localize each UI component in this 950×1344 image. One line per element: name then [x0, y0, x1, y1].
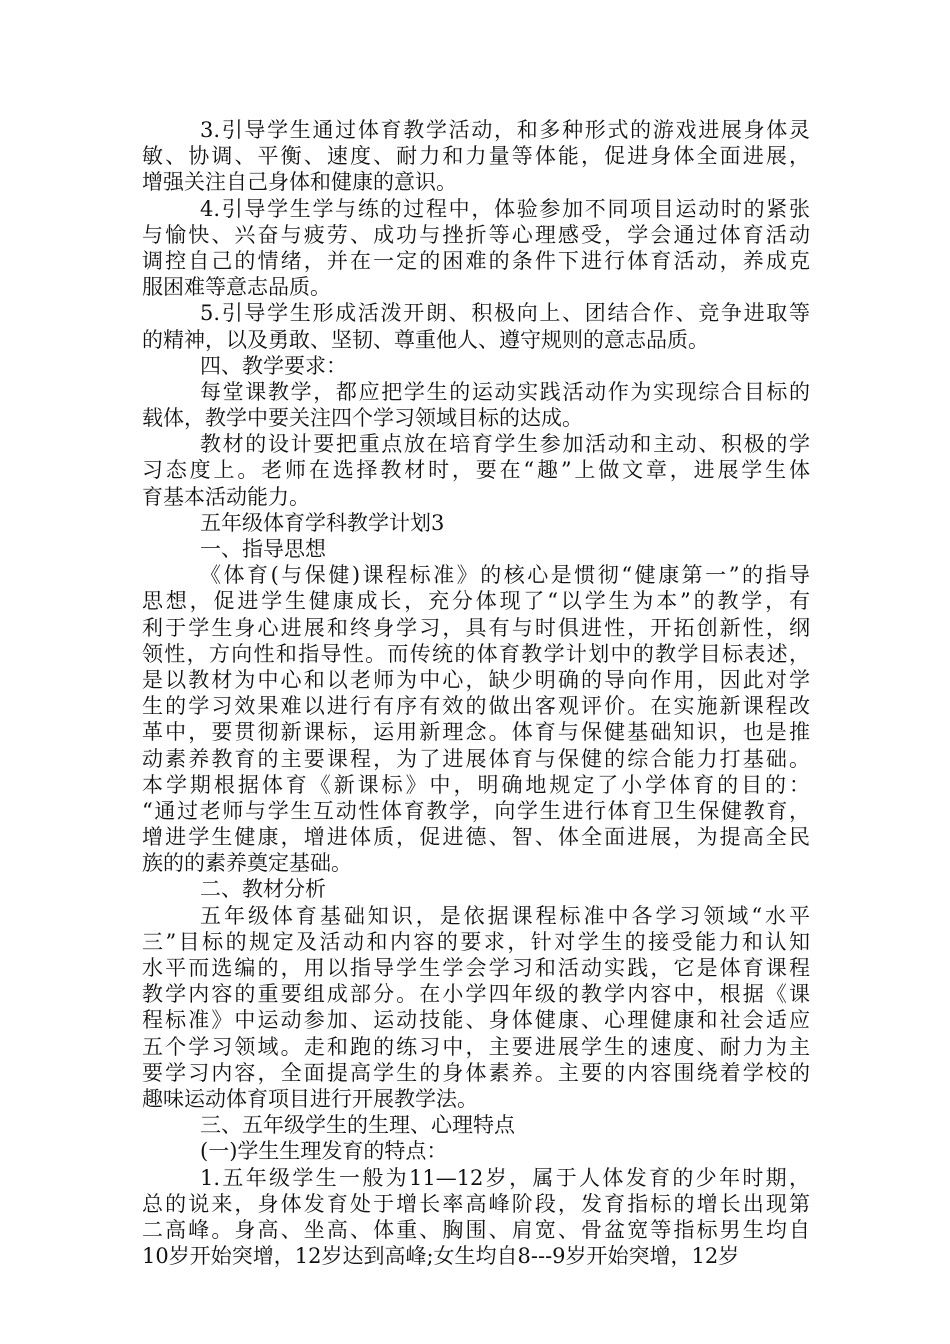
text-line: 育基本活动能力。 — [142, 484, 310, 509]
paragraph-p3 — [142, 300, 810, 352]
text-line: 与愉快、兴奋与疲劳、成功与挫折等心理感受，学会通过体育活动 — [142, 222, 810, 247]
paragraph-p7 — [142, 903, 810, 1113]
text-line: 一、指导思想 — [200, 537, 326, 561]
text-line: 《体育(与保健)课程标准》的核心是惯彻“健康第一”的指导 — [200, 563, 810, 588]
paragraph-p2 — [142, 196, 810, 301]
text-line: 增进学生健康，增进体质，促进德、智、体全面进展，为提高全民 — [142, 825, 810, 850]
paragraph-h4 — [142, 1112, 810, 1138]
text-line: 敏、协调、平衡、速度、耐力和力量等体能，促进身体全面进展， — [142, 144, 810, 169]
paragraph-p5 — [142, 431, 810, 510]
text-line: 趣味运动体育项目进行开展教学法。 — [142, 1086, 478, 1111]
text-line: 五个学习领域。走和跑的练习中，主要进展学生的速度、耐力为主 — [142, 1034, 810, 1059]
text-line: 程标准》中运动参加、运动技能、身体健康、心理健康和社会适应 — [142, 1008, 810, 1033]
paragraph-h3 — [142, 876, 810, 902]
text-line: 习态度上。老师在选择教材时，要在“趣”上做文章，进展学生体 — [142, 458, 810, 483]
text-line: 是以教材为中心和以老师为中心，缺少明确的导向作用，因此对学 — [142, 667, 810, 692]
paragraph-p6 — [142, 562, 810, 876]
text-line: 5.引导学生形成活泼开朗、积极向上、团结合作、竞争进取等 — [200, 301, 810, 326]
paragraph-p1 — [142, 117, 810, 196]
text-line: 调控自己的情绪，并在一定的困难的条件下进行体育活动，养成克 — [142, 248, 810, 273]
text-line: 二、教材分析 — [200, 877, 326, 902]
text-line: 领性，方向性和指导性。而传统的体育教学计划中的教学目标表述， — [142, 641, 810, 666]
text-line: 的精神，以及勇敢、坚韧、尊重他人、遵守规则的意志品质。 — [142, 327, 709, 352]
text-line: 三、五年级学生的生理、心理特点 — [200, 1113, 515, 1138]
text-line: 五年级体育基础知识，是依据课程标准中各学习领域“水平 — [200, 903, 810, 928]
paragraph-h5 — [142, 1138, 810, 1164]
text-line: 三”目标的规定及活动和内容的要求，针对学生的接受能力和认知 — [142, 929, 810, 954]
paragraph-p8 — [142, 1165, 810, 1270]
text-line: 服困难等意志品质。 — [142, 275, 331, 300]
text-line: “通过老师与学生互动性体育教学，向学生进行体育卫生保健教育， — [142, 798, 810, 823]
text-line: 族的的素养奠定基础。 — [142, 851, 352, 876]
text-line: (一)学生生理发育的特点： — [200, 1139, 448, 1164]
document-body — [142, 117, 810, 1269]
text-line: 1.五年级学生一般为11—12岁，属于人体发育的少年时期， — [200, 1165, 810, 1190]
text-line: 总的说来，身体发育处于增长率高峰阶段，发育指标的增长出现第 — [142, 1191, 810, 1216]
paragraph-title — [142, 510, 810, 536]
paragraph-h2 — [142, 536, 810, 562]
text-line: 增强关注自己身体和健康的意识。 — [142, 170, 457, 195]
text-line: 4.引导学生学与练的过程中，体验参加不同项目运动时的紧张 — [200, 196, 810, 221]
text-line: 五年级体育学科教学计划3 — [200, 510, 445, 535]
text-line: 水平而选编的，用以指导学生学会学习和活动实践，它是体育课程 — [142, 956, 810, 980]
text-line: 载体，教学中要关注四个学习领域目标的达成。 — [142, 406, 583, 431]
text-line: 思想，促进学生健康成长，充分体现了“以学生为本”的教学，有 — [142, 589, 810, 614]
text-line: 3.引导学生通过体育教学活动，和多种形式的游戏进展身体灵 — [200, 118, 810, 142]
text-line: 每堂课教学，都应把学生的运动实践活动作为实现综合目标的 — [200, 379, 810, 404]
text-line: 利于学生身心进展和终身学习，具有与时俱进性，开拓创新性，纲 — [142, 615, 810, 640]
text-line: 四、教学要求： — [200, 353, 347, 378]
text-line: 10岁开始突增，12岁达到高峰;女生均自8---9岁开始突增，12岁 — [142, 1244, 740, 1269]
paragraph-h1 — [142, 353, 810, 379]
text-line: 教学内容的重要组成部分。在小学四年级的教学内容中，根据《课 — [142, 982, 810, 1007]
text-line: 动素养教育的主要课程，为了进展体育与保健的综合能力打基础。 — [142, 746, 810, 771]
text-line: 本学期根据体育《新课标》中，明确地规定了小学体育的目的： — [142, 772, 810, 797]
text-line: 要学习内容，全面提高学生的身体素养。主要的内容围绕着学校的 — [142, 1060, 810, 1085]
document-page — [142, 117, 810, 1269]
text-line: 革中，要贯彻新课标，运用新理念。体育与保健基础知识，也是推 — [142, 720, 810, 745]
paragraph-p4 — [142, 379, 810, 431]
text-line: 二高峰。身高、坐高、体重、胸围、肩宽、骨盆宽等指标男生均自 — [142, 1217, 810, 1242]
text-line: 教材的设计要把重点放在培育学生参加活动和主动、积极的学 — [200, 432, 810, 457]
text-line: 生的学习效果难以进行有序有效的做出客观评价。在实施新课程改 — [142, 694, 810, 719]
